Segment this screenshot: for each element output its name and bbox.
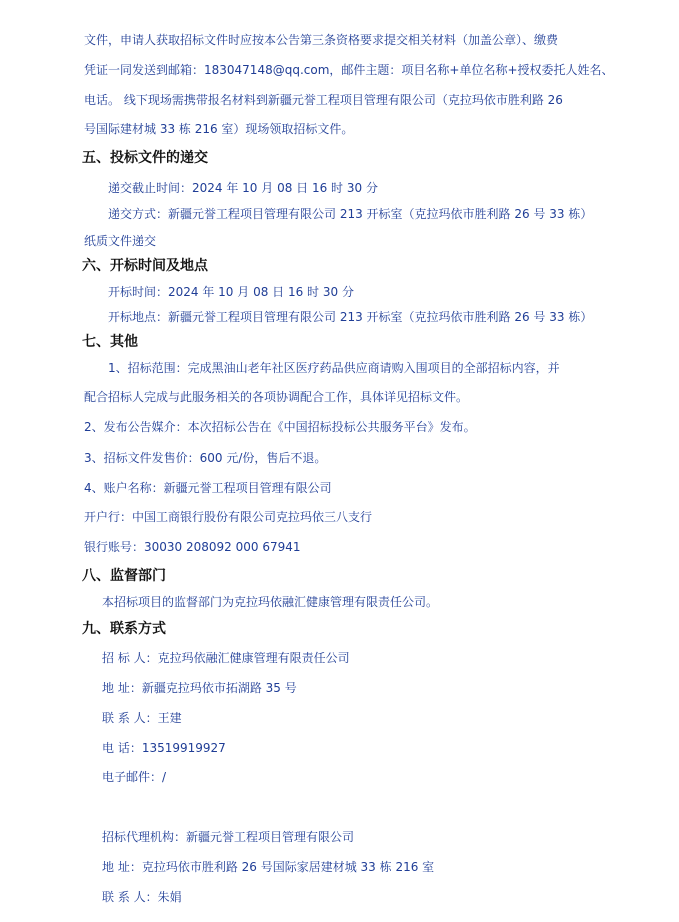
- contact-address-value: 新疆克拉玛依市拓湖路 35 号: [141, 681, 297, 695]
- other-item-2: 2、发布公告媒介：本次招标公告在《中国招标投标公共服务平台》发布。: [84, 420, 476, 434]
- contact-phone: [102, 740, 226, 756]
- agency-address-label: 地 址：: [102, 860, 142, 874]
- agency-contact-value: 朱娟: [157, 890, 182, 904]
- submission-deadline: 递交截止时间：2024 年 10 月 08 日 16 时 30 分: [108, 181, 378, 195]
- intro-line-1: 文件，申请人获取招标文件时应按本公告第三条资格要求提交相关材料（加盖公章）、缴费: [84, 33, 559, 47]
- other-item-4: 4、账户名称：新疆元誉工程项目管理有限公司: [84, 481, 332, 495]
- section-heading-submission: 五、投标文件的递交: [82, 150, 208, 166]
- other-item-1: 1、招标范围：完成黑油山老年社区医疗药品供应商请购入围项目的全部招标内容，并: [108, 361, 560, 375]
- submission-method: 递交方式：新疆元誉工程项目管理有限公司 213 开标室（克拉玛依市胜利路 26 号 33 栋）: [108, 207, 593, 221]
- contact-address: [102, 680, 297, 696]
- agency-contact-label: 联 系 人：: [102, 890, 158, 904]
- section-heading-contact: 九、联系方式: [82, 621, 166, 637]
- intro-line-4: 号国际建材城 33 栋 216 室）现场领取招标文件。: [84, 122, 354, 136]
- other-item-1-continued: 配合招标人完成与此服务相关的各项协调配合工作，具体详见招标文件。: [84, 390, 469, 404]
- bank-account: 银行账号：30030 208092 000 67941: [84, 540, 301, 554]
- agency-address-value: 克拉玛依市胜利路 26 号国际家居建材城 33 栋 216 室: [141, 860, 435, 874]
- agency-contact: [102, 889, 182, 905]
- agency-name-label: 招标代理机构：: [102, 830, 187, 844]
- section-heading-opening: 六、开标时间及地点: [82, 258, 208, 274]
- contact-person-label: 联 系 人：: [102, 711, 158, 725]
- contact-person-value: 王建: [157, 711, 182, 725]
- opening-time: 开标时间：2024 年 10 月 08 日 16 时 30 分: [108, 285, 354, 299]
- contact-email: [102, 769, 166, 785]
- contact-tenderer-value: 克拉玛依融汇健康管理有限责任公司: [157, 651, 350, 665]
- contact-phone-value: 13519919927: [141, 741, 226, 755]
- opening-place: 开标地点：新疆元誉工程项目管理有限公司 213 开标室（克拉玛依市胜利路 26 号 33 栋）: [108, 310, 593, 324]
- intro-line-2: 凭证一同发送到邮箱：183047148@qq.com，邮件主题：项目名称+单位名称+授权委托人姓名、: [84, 63, 614, 77]
- submission-method-continued: 纸质文件递交: [84, 234, 157, 248]
- section-heading-supervision: 八、监督部门: [82, 568, 166, 584]
- contact-address-label: 地 址：: [102, 681, 142, 695]
- contact-email-label: 电子邮件：: [102, 770, 163, 784]
- contact-email-value: /: [162, 770, 167, 784]
- supervision-text: 本招标项目的监督部门为克拉玛依融汇健康管理有限责任公司。: [102, 595, 439, 609]
- agency-address: [102, 859, 434, 875]
- contact-tenderer: [102, 650, 350, 666]
- agency-name-value: 新疆元誉工程项目管理有限公司: [186, 830, 355, 844]
- contact-tenderer-label: 招 标 人：: [102, 651, 158, 665]
- section-heading-other: 七、其他: [82, 334, 138, 350]
- contact-person: [102, 710, 182, 726]
- contact-phone-label: 电 话：: [102, 741, 142, 755]
- other-item-3: 3、招标文件发售价：600 元/份，售后不退。: [84, 451, 327, 465]
- intro-line-3: 电话。 线下现场需携带报名材料到新疆元誉工程项目管理有限公司（克拉玛依市胜利路 26: [84, 93, 563, 107]
- agency-name: [102, 829, 354, 845]
- bank-name: 开户行：中国工商银行股份有限公司克拉玛依三八支行: [84, 510, 373, 524]
